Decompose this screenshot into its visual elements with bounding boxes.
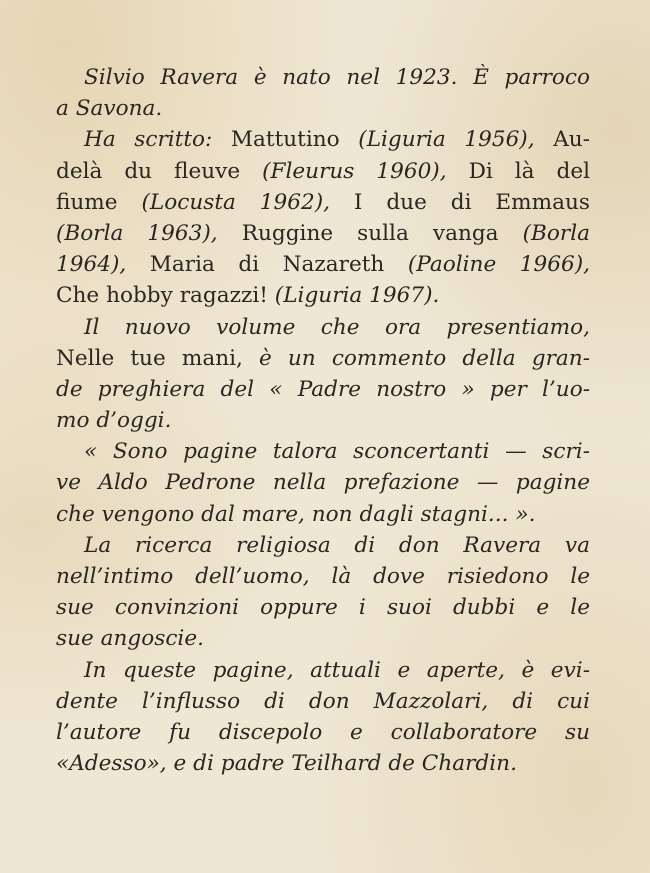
book-title: Au- bbox=[534, 127, 590, 153]
text-line: «Adesso», e di padre Teilhard de Chardin. bbox=[56, 751, 517, 777]
book-publisher: (Fleurus 1960), bbox=[262, 158, 447, 184]
book-title: Di là del bbox=[446, 158, 591, 184]
paragraph-author-bio bbox=[56, 62, 590, 124]
text-line: « Sono pagine talora sconcertanti — scri- bbox=[84, 439, 590, 465]
text-line: a Savona. bbox=[56, 96, 163, 122]
text-line: Il nuovo volume che ora presentiamo, bbox=[84, 314, 590, 340]
text-fragment: è un commento della gran- bbox=[242, 345, 590, 371]
book-blurb-text bbox=[56, 62, 590, 779]
book-title: fiume bbox=[56, 189, 142, 215]
text-line bbox=[56, 187, 590, 218]
text-line: sue convinzioni oppure i suoi dubbi e le bbox=[56, 595, 590, 621]
text-line bbox=[56, 343, 590, 374]
book-title: Che hobby ragazzi! bbox=[56, 283, 275, 309]
text-line bbox=[56, 249, 590, 280]
book-publisher: (Borla bbox=[522, 220, 590, 246]
book-publisher: (Paoline 1966), bbox=[407, 252, 590, 278]
text-line: dente l’influsso di don Mazzolari, di cui bbox=[56, 688, 590, 714]
paragraph-bibliography bbox=[56, 124, 590, 311]
text-line: sue angoscie. bbox=[56, 626, 204, 652]
book-publisher: (Locusta 1962), bbox=[141, 189, 331, 215]
book-title: Maria di Nazareth bbox=[126, 252, 408, 278]
book-publisher: 1964), bbox=[56, 252, 127, 278]
paragraph-quote bbox=[56, 436, 590, 530]
book-title: Nelle tue mani, bbox=[56, 345, 243, 371]
book-title: Ruggine sulla vanga bbox=[217, 220, 523, 246]
label-ha-scritto: Ha scritto: bbox=[84, 127, 213, 153]
paragraph-influences bbox=[56, 655, 590, 780]
book-publisher: (Liguria 1956), bbox=[358, 127, 535, 153]
book-publisher: (Borla 1963), bbox=[56, 220, 218, 246]
book-title: I due di Emmaus bbox=[330, 189, 590, 215]
paragraph-religious-research bbox=[56, 530, 590, 655]
text-line: Silvio Ravera è nato nel 1923. È parroco bbox=[84, 65, 590, 90]
paragraph-new-volume bbox=[56, 312, 590, 437]
text-line: l’autore fu discepolo e collaboratore su bbox=[56, 719, 590, 745]
text-line bbox=[56, 280, 590, 311]
text-line bbox=[56, 218, 590, 249]
text-line: de preghiera del « Padre nostro » per l’uo- bbox=[56, 376, 590, 402]
text-line: mo d’oggi. bbox=[56, 408, 172, 434]
text-line bbox=[56, 124, 590, 155]
text-line: ve Aldo Pedrone nella prefazione — pagine bbox=[56, 470, 590, 496]
text-line: che vengono dal mare, non dagli stagni... ». bbox=[56, 501, 536, 527]
book-title: delà du fleuve bbox=[56, 158, 263, 184]
text-line: La ricerca religiosa di don Ravera va bbox=[84, 532, 590, 558]
book-publisher: (Liguria 1967). bbox=[274, 283, 440, 309]
text-line: nell’intimo dell’uomo, là dove risiedono le bbox=[56, 564, 590, 589]
text-line bbox=[56, 156, 590, 187]
text-line: In queste pagine, attuali e aperte, è evi- bbox=[84, 657, 590, 683]
book-title: Mattutino bbox=[212, 127, 359, 153]
